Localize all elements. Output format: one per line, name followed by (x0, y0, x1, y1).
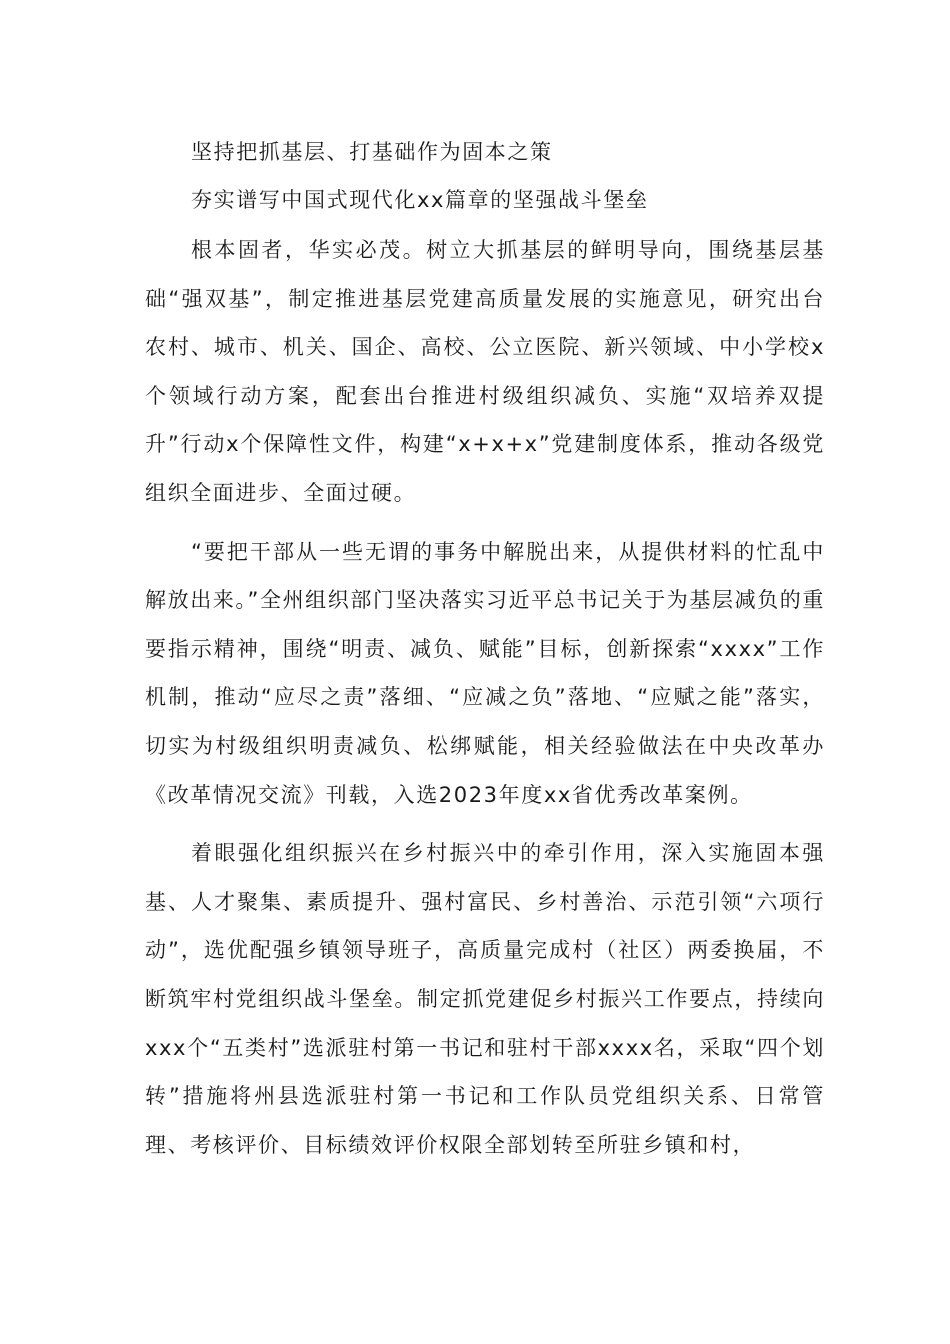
paragraph-3: 着眼强化组织振兴在乡村振兴中的牵引作用，深入实施固本强基、人才聚集、素质提升、强村富民、乡村善治、示范引领“六项行动”，选优配强乡镇领导班子，高质量完成村（社区）两委换届，不断筑牢村党组织战斗堡垒。制定抓党建促乡村振兴工作要点，持续向xxx个“五类村”选派驻村第一书记和驻村干部xxxx名，采取“四个划转”措施将州县选派驻村第一书记和工作队员党组织关系、日常管理、考核评价、目标绩效评价权限全部划转至所驻乡镇和村， (145, 841, 825, 1157)
paragraph-2: “要把干部从一些无谓的事务中解脱出来，从提供材料的忙乱中解放出来。”全州组织部门坚决落实习近平总书记关于为基层减负的重要指示精神，围绕“明责、减负、赋能”目标，创新探索“xxxx”工作机制，推动“应尽之责”落细、“应减之负”落地、“应赋之能”落实，切实为村级组织明责减负、松绑赋能，相关经验做法在中央改革办《改革情况交流》刊载，入选2023年度xx省优秀改革案例。 (145, 539, 825, 807)
heading-line-2: 夯实谱写中国式现代化xx篇章的坚强战斗堡垒 (191, 188, 649, 212)
document-body (145, 128, 825, 1169)
paragraph-1: 根本固者，华实必茂。树立大抓基层的鲜明导向，围绕基层基础“强双基”，制定推进基层党建高质量发展的实施意见，研究出台农村、城市、机关、国企、高校、公立医院、新兴领域、中小学校x个领域行动方案，配套出台推进村级组织减负、实施“双培养双提升”行动x个保障性文件，构建“x+x+x”党建制度体系，推动各级党组织全面进步、全面过硬。 (145, 238, 825, 505)
heading-line-1: 坚持把抓基层、打基础作为固本之策 (191, 140, 553, 164)
